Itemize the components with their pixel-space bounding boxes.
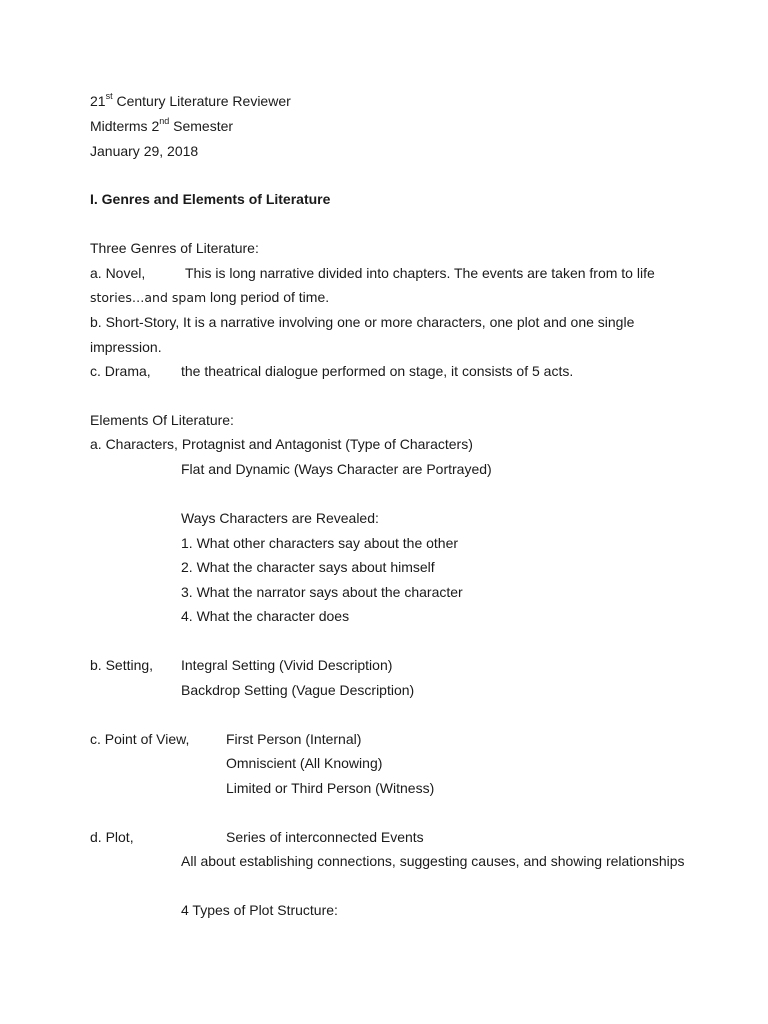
revealed-item: 4. What the character does xyxy=(181,608,350,624)
revealed-item: 3. What the narrator says about the character xyxy=(181,584,463,600)
pov-label: c. Point of View, xyxy=(90,731,190,747)
doc-subtitle-rest: Semester xyxy=(169,118,234,134)
pov-item: First Person (Internal) xyxy=(226,731,362,747)
novel-continuation-b: long period of time. xyxy=(206,289,330,305)
doc-title-line xyxy=(90,92,291,110)
novel-description: This is long narrative divided into chapters. The events are taken from to life xyxy=(185,265,655,281)
pov-item: Omniscient (All Knowing) xyxy=(226,755,383,771)
revealed-title: Ways Characters are Revealed: xyxy=(181,510,379,526)
section-heading: I. Genres and Elements of Literature xyxy=(90,191,331,207)
setting-item: Backdrop Setting (Vague Description) xyxy=(181,682,415,698)
doc-title-sup: st xyxy=(105,91,113,102)
short-story-label: b. Short-Story, xyxy=(90,314,180,330)
drama-description: the theatrical dialogue performed on stage, it consists of 5 acts. xyxy=(181,363,574,379)
revealed-item: 1. What other characters say about the other xyxy=(181,535,459,551)
short-story-description: It is a narrative involving one or more characters, one plot and one single xyxy=(183,314,635,330)
drama-label: c. Drama, xyxy=(90,363,151,379)
genres-title: Three Genres of Literature: xyxy=(90,240,259,256)
characters-line: a. Characters, Protagnist and Antagonist (Type of Characters) xyxy=(90,436,473,452)
novel-continuation-a: stories…and spam xyxy=(90,290,207,305)
novel-continuation xyxy=(90,288,329,307)
doc-subtitle-sup: nd xyxy=(159,116,170,127)
setting-item: Integral Setting (Vivid Description) xyxy=(181,657,393,673)
doc-subtitle-prefix: Midterms 2 xyxy=(90,118,160,134)
short-story-continuation: impression. xyxy=(90,339,162,355)
plot-description-2: All about establishing connections, suggesting causes, and showing relationships xyxy=(181,853,685,869)
setting-label: b. Setting, xyxy=(90,657,154,673)
doc-title-rest: Century Literature Reviewer xyxy=(112,93,291,109)
novel-label: a. Novel, xyxy=(90,265,146,281)
revealed-item: 2. What the character says about himself xyxy=(181,559,435,575)
doc-subtitle-line xyxy=(90,117,233,135)
plot-description: Series of interconnected Events xyxy=(226,829,424,845)
elements-title: Elements Of Literature: xyxy=(90,412,234,428)
characters-line-2: Flat and Dynamic (Ways Character are Portrayed) xyxy=(181,461,492,477)
pov-item: Limited or Third Person (Witness) xyxy=(226,780,435,796)
doc-date: January 29, 2018 xyxy=(90,143,199,159)
doc-title-prefix: 21 xyxy=(90,93,106,109)
plot-label: d. Plot, xyxy=(90,829,134,845)
plot-structure-title: 4 Types of Plot Structure: xyxy=(181,902,338,918)
